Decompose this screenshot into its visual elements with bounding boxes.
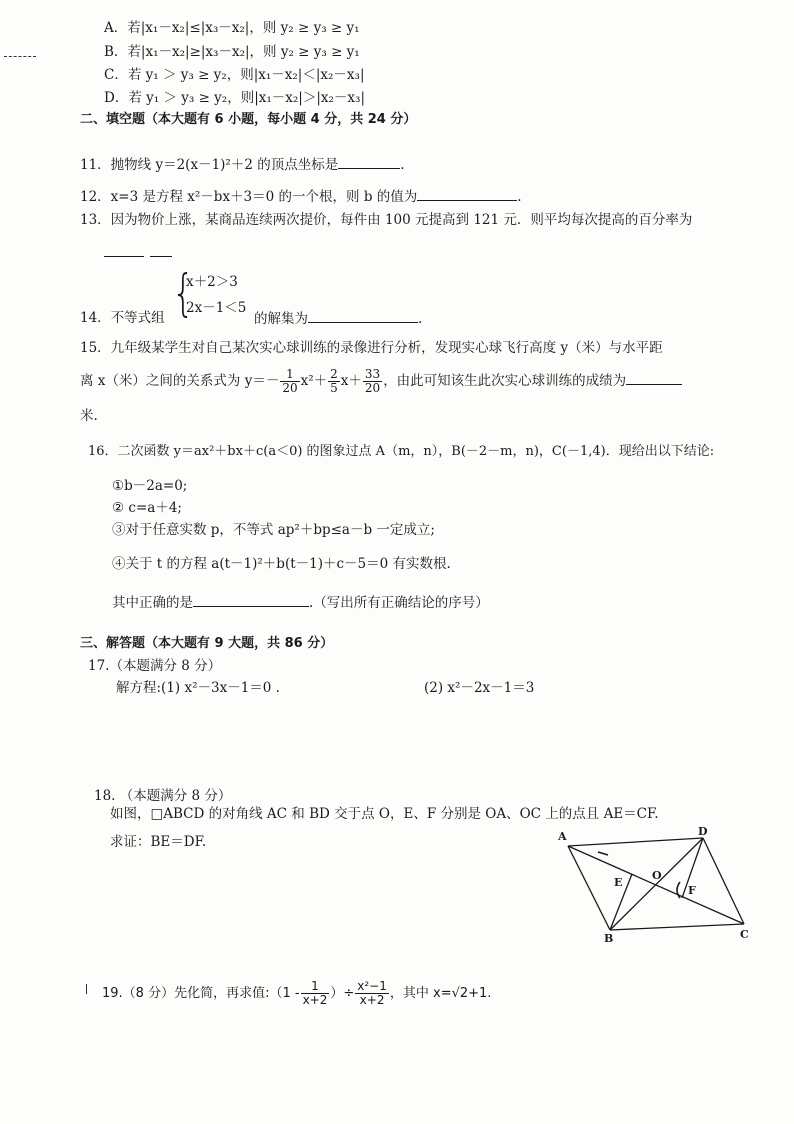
- parallelogram-figure: [548, 826, 758, 942]
- answer-suffix: .（写出所有正确结论的序号）: [309, 595, 489, 611]
- question-14-tail: [254, 310, 422, 327]
- section-3-title: 三、解答题（本大题有 9 大题，共 86 分）: [80, 636, 334, 651]
- question-19-prefix: 19.（8 分）先化简，再求值:（1 -: [102, 986, 300, 1002]
- question-15-unit: 米.: [80, 408, 98, 424]
- conclusion-3: ③对于任意实数 p，不等式 ap²＋bp≤a－b 一定成立;: [112, 522, 435, 538]
- scan-mark: [86, 984, 89, 994]
- vertex-label-b: B: [604, 932, 614, 942]
- question-17-head: 17.（本题满分 8 分）: [88, 658, 222, 674]
- denominator: 5: [330, 381, 338, 396]
- numerator: 1: [280, 368, 299, 382]
- term: x＋: [340, 373, 362, 390]
- section-2-title: 二、填空题（本大题有 6 小题，每小题 4 分，共 24 分）: [80, 112, 417, 127]
- question-16-answer: [112, 594, 489, 611]
- answer-blank: [417, 188, 517, 201]
- question-12-text: 12．x=3 是方程 x²－bx＋3＝0 的一个根，则 b 的值为: [80, 189, 418, 205]
- question-14-label: 不等式组: [110, 310, 165, 326]
- vertex-label-c: C: [740, 928, 749, 941]
- question-19: [102, 980, 491, 1007]
- question-15-line2: [80, 368, 682, 395]
- question-15-prefix: 离 x（米）之间的关系式为 y＝－: [80, 373, 280, 390]
- question-17-part2: (2) x²－2x－1＝3: [424, 680, 535, 696]
- answer-blank: [626, 372, 682, 385]
- vertex-label-a: A: [558, 830, 567, 843]
- question-18-line2: 求证：BE＝DF.: [110, 834, 207, 850]
- denominator: 20: [364, 381, 381, 396]
- question-15-line1: 15．九年级某学生对自己某次实心球训练的录像进行分析，发现实心球飞行高度 y（米）与水平距: [80, 340, 663, 356]
- denominator: x+2: [359, 993, 385, 1008]
- period: .: [400, 157, 405, 173]
- question-19-suffix: ，其中 x=√2+1.: [389, 986, 492, 1002]
- choice-c: C．若 y₁ ＞ y₃ ≥ y₂，则|x₁－x₂|＜|x₂－x₃|: [104, 67, 365, 83]
- denominator: x+2: [302, 993, 328, 1008]
- denominator: 20: [282, 381, 298, 396]
- answer-blank: [193, 594, 309, 607]
- pen-mark: [598, 852, 608, 855]
- brace: {: [172, 264, 195, 322]
- question-11: [80, 156, 405, 173]
- numerator: 1: [301, 980, 330, 994]
- term: x²＋: [300, 373, 328, 390]
- fraction: [301, 980, 330, 1007]
- period: .: [517, 189, 522, 205]
- question-15-suffix: ，由此可知该生此次实心球训练的成绩为: [383, 373, 627, 390]
- answer-blank: [338, 156, 400, 169]
- side-ba: [568, 846, 610, 930]
- question-18-head: 18. （本题满分 8 分）: [94, 788, 232, 804]
- inequality-1: x＋2＞3: [186, 274, 238, 290]
- question-14-number: 14．: [80, 310, 111, 326]
- divide-sign: ）÷: [330, 986, 355, 1002]
- scan-mark: [4, 56, 36, 57]
- answer-blank: [104, 256, 144, 257]
- vertex-label-d: D: [698, 826, 708, 838]
- question-14-suffix: 的解集为: [254, 311, 308, 327]
- fraction: [280, 368, 299, 395]
- conclusion-2: ② c=a＋4;: [112, 500, 182, 516]
- question-17-part1: 解方程:(1) x²－3x－1＝0 .: [116, 680, 280, 696]
- choice-a: A．若|x₁－x₂|≤|x₃－x₂|，则 y₂ ≥ y₃ ≥ y₁: [104, 20, 360, 36]
- conclusion-1: ①b－2a=0;: [112, 478, 188, 494]
- conclusion-4: ④关于 t 的方程 a(t－1)²＋b(t－1)＋c－5＝0 有实数根.: [112, 556, 451, 572]
- answer-blank: [150, 256, 172, 257]
- question-18-line1: 如图，□ABCD 的对角线 AC 和 BD 交于点 O，E、F 分别是 OA、OC 上的点且 AE＝CF.: [110, 806, 659, 822]
- side-cb: [610, 924, 744, 930]
- choice-b: B．若|x₁－x₂|≥|x₃－x₂|，则 y₂ ≥ y₃ ≥ y₁: [104, 44, 360, 60]
- numerator: 33: [364, 367, 381, 381]
- fraction: [355, 980, 389, 1007]
- choice-d: D．若 y₁ ＞ y₃ ≥ y₂，则|x₁－x₂|＞|x₂－x₃|: [104, 90, 366, 106]
- point-label-f: F: [688, 884, 696, 897]
- side-dc: [703, 838, 744, 924]
- question-12: [80, 188, 522, 205]
- numerator: 2: [330, 367, 338, 381]
- side-ad: [568, 838, 703, 846]
- period: .: [418, 311, 423, 327]
- question-11-text: 11．抛物线 y＝2(x－1)²＋2 的顶点坐标是: [80, 157, 339, 173]
- answer-blank: [308, 310, 418, 323]
- point-label-e: E: [614, 876, 623, 889]
- inequality-2: 2x－1＜5: [186, 300, 247, 316]
- fraction: [363, 368, 382, 395]
- fraction: [328, 368, 340, 395]
- question-16: 16．二次函数 y＝ax²＋bx＋c(a＜0) 的图象过点 A（m，n），B(－2－m，n)，C(－1,4)．现给出以下结论:: [88, 444, 715, 459]
- question-13: 13．因为物价上涨，某商品连续两次提价，每件由 100 元提高到 121 元．则平均每次提高的百分率为: [80, 212, 693, 228]
- question-14: [80, 310, 165, 326]
- answer-prefix: 其中正确的是: [112, 595, 193, 611]
- numerator: x²−1: [357, 979, 387, 993]
- point-label-o: O: [652, 869, 662, 882]
